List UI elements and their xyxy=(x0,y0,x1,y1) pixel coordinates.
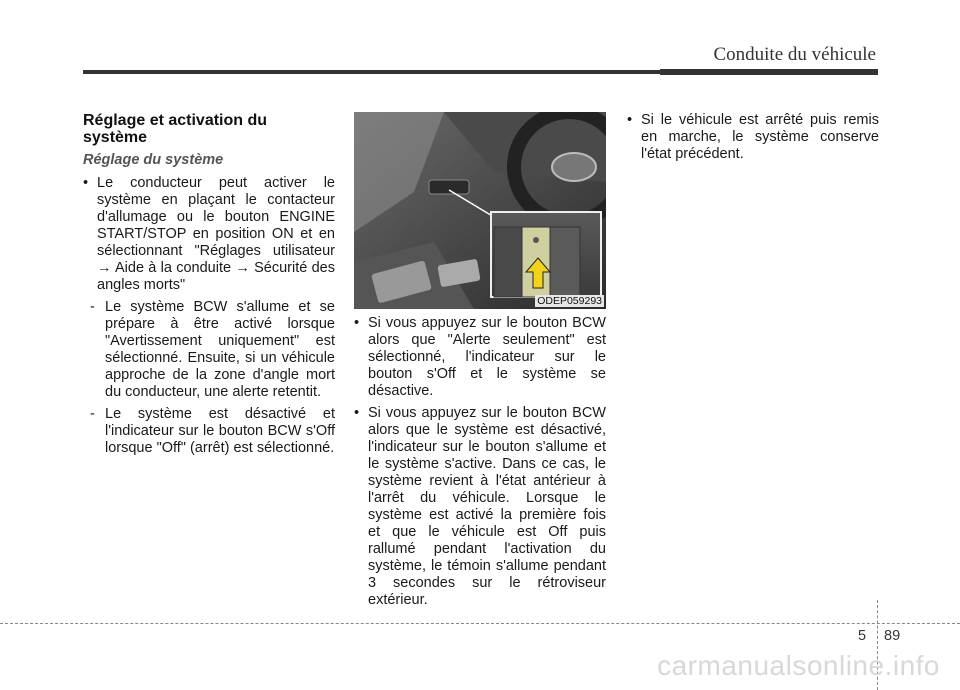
section-title: Réglage et activation du système xyxy=(83,112,268,146)
chapter-number: 5 xyxy=(858,628,867,644)
page-number: 89 xyxy=(884,628,901,644)
column-left xyxy=(83,112,335,462)
dashboard-photo xyxy=(354,112,606,309)
footer-rule xyxy=(0,623,960,624)
dash-mark: - xyxy=(90,406,95,422)
watermark: carmanualsonline.info xyxy=(657,650,940,681)
column-right xyxy=(627,112,879,168)
sub-title: Réglage du système xyxy=(83,152,224,168)
running-header: Conduite du véhicule xyxy=(713,44,876,65)
figure-caption: ODEP059293 xyxy=(537,295,602,307)
bullet-item: • Le conducteur peut activer le système en plaçant le contacteur d'allumage ou le bouton ENGINE START/STOP en position ON et en sélectionnant "Réglages utilisateur → Aide à la conduite → Sécurité des angles morts" xyxy=(83,175,335,294)
dashboard-illustration xyxy=(354,112,606,309)
dash-mark: - xyxy=(90,299,95,315)
dash-text: Le système BCW s'allume et se prépare à être activé lorsque "Avertissement uniquement" est sélectionné. Ensuite, si un véhicule approche de la zone d'angle mort du conducteur, une alerte retentit. xyxy=(105,299,335,400)
bullet-item: • Si le véhicule est arrêté puis remis en marche, le système conserve l'état précédent. xyxy=(627,112,879,163)
header-rule xyxy=(83,70,878,74)
dash-item xyxy=(83,299,335,401)
dash-text: Le système est désactivé et l'indicateur sur le bouton BCW s'Off lorsque "Off" (arrêt) est sélectionné. xyxy=(105,406,335,456)
dash-item xyxy=(83,406,335,457)
column-middle xyxy=(354,315,606,614)
bullet-item: • Si vous appuyez sur le bouton BCW alors que "Alerte seulement" est sélectionné, l'indicateur sur le bouton s'Off et le système se désactive. xyxy=(354,315,606,400)
bullet-item: • Si vous appuyez sur le bouton BCW alors que le système est désactivé, l'indicateur sur le bouton s'allume et le système s'active. Dans ce cas, le système revient à l'état antérieur à l'arrêt du véhicule. Lorsque le système est activé la première fois et que le véhicule est Off puis rallumé pendant l'activation du système, le témoin s'allume pendant 3 secondes sur le rétroviseur extérieur. xyxy=(354,405,606,609)
